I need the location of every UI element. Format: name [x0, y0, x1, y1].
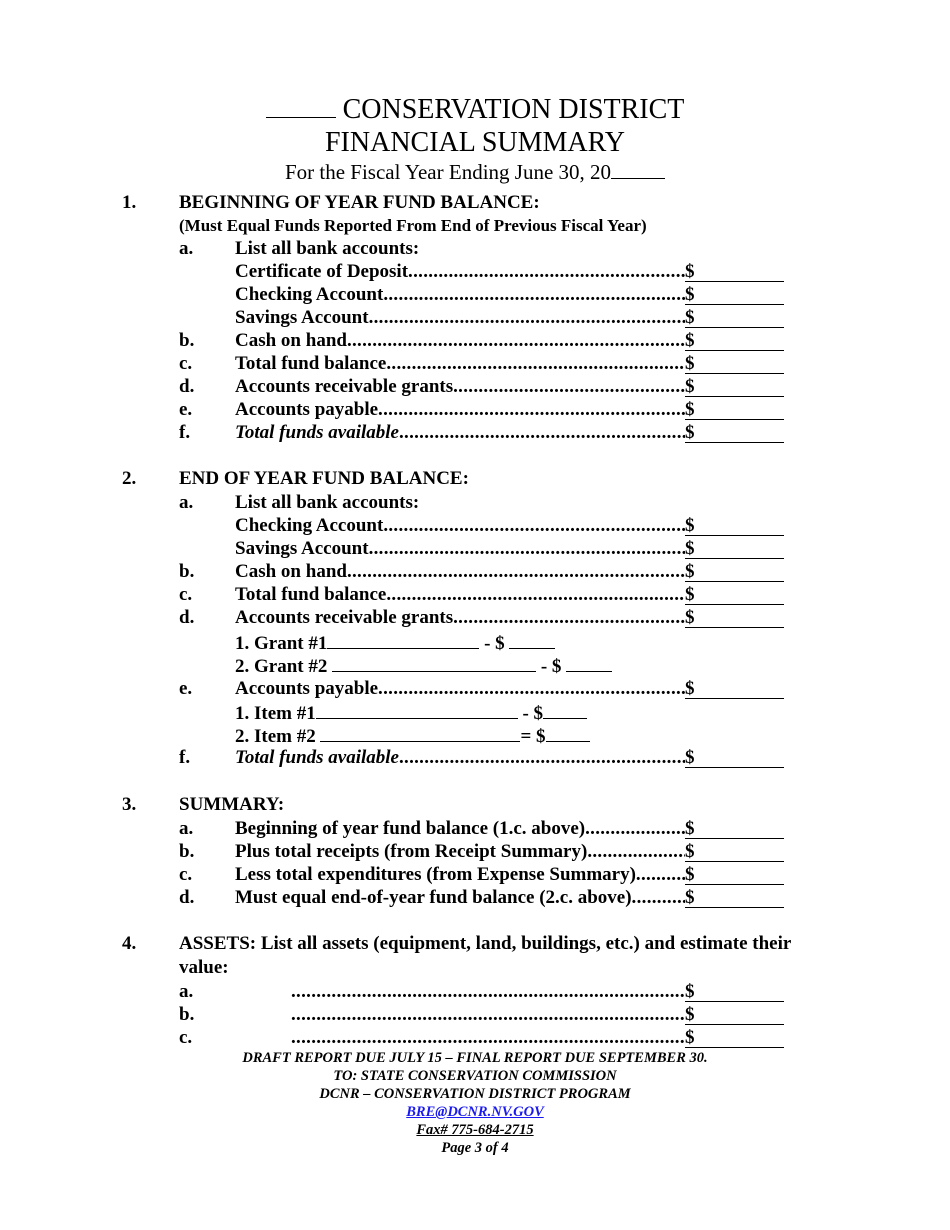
- s2-total-fund-balance-row: c. Total fund balance ..... $: [0, 583, 950, 606]
- footer-recipient: TO: STATE CONSERVATION COMMISSION: [333, 1068, 617, 1084]
- footer-fax: Fax# 775-684-2715: [416, 1122, 534, 1138]
- asset-description-field[interactable]: [291, 980, 685, 1003]
- s1-cash-on-hand-row: b. Cash on hand ..... $: [0, 329, 950, 352]
- s1-total-fund-balance-row: c. Total fund balance ..... $: [0, 352, 950, 375]
- s1-savings-account-row: Savings Account ..... $: [0, 306, 950, 329]
- section-note: (Must Equal Funds Reported From End of Previous Fiscal Year): [179, 216, 647, 235]
- amount-field[interactable]: $: [685, 514, 784, 536]
- amount-field[interactable]: $: [685, 375, 784, 397]
- s2-cash-on-hand-row: b. Cash on hand ..... $: [0, 560, 950, 583]
- section-2-heading: [0, 467, 950, 490]
- s2-total-funds-available-row: f. Total funds available ..... $: [0, 746, 950, 769]
- grant-1-amount-field[interactable]: [509, 630, 555, 649]
- amount-field[interactable]: $: [685, 329, 784, 351]
- amount-field[interactable]: $: [685, 1003, 784, 1025]
- s1-accounts-payable-row: e. Accounts payable ..... $: [0, 398, 950, 421]
- section-4-heading: [0, 932, 950, 955]
- section-number: 4.: [122, 933, 137, 954]
- s2-savings-account-row: Savings Account ..... $: [0, 537, 950, 560]
- grant-2-amount-field[interactable]: [566, 653, 612, 672]
- amount-field[interactable]: $: [685, 980, 784, 1002]
- section-title: SUMMARY:: [179, 794, 285, 815]
- amount-field[interactable]: $: [685, 260, 784, 282]
- fiscal-year-blank[interactable]: [611, 159, 665, 179]
- s2-grant-1-row: 1. Grant #1 - $: [0, 630, 950, 653]
- s4-asset-b-row: b. ..... $: [0, 1003, 950, 1026]
- s2-item-2-row: 2. Item #2 = $: [0, 723, 950, 746]
- district-name-blank[interactable]: [266, 92, 336, 118]
- amount-field[interactable]: $: [685, 606, 784, 628]
- amount-field[interactable]: $: [685, 1026, 784, 1048]
- s1-accounts-receivable-row: d. Accounts receivable grants ..... $: [0, 375, 950, 398]
- section-4-heading-continued: value:: [179, 957, 229, 978]
- document-header: [0, 92, 950, 185]
- item-1-amount-field[interactable]: [543, 700, 587, 719]
- asset-description-field[interactable]: [291, 1026, 685, 1049]
- amount-field[interactable]: $: [685, 817, 784, 839]
- amount-field[interactable]: $: [685, 283, 784, 305]
- s4-asset-a-row: a. ..... $: [0, 980, 950, 1003]
- asset-description-field[interactable]: [291, 1003, 685, 1026]
- section-title: ASSETS: List all assets (equipment, land, buildings, etc.) and estimate their: [179, 933, 792, 954]
- s3-end-balance-row: d. Must equal end-of-year fund balance (2.c. above) ..... $: [0, 886, 950, 909]
- item-2-amount-field[interactable]: [546, 723, 590, 742]
- item-1-name-field[interactable]: [316, 700, 518, 719]
- s3-total-receipts-row: b. Plus total receipts (from Receipt Summary) ..... $: [0, 840, 950, 863]
- amount-field[interactable]: $: [685, 840, 784, 862]
- s3-total-expenditures-row: c. Less total expenditures (from Expense Summary) ..... $: [0, 863, 950, 886]
- amount-field[interactable]: $: [685, 863, 784, 885]
- section-3-heading: [0, 793, 950, 816]
- grant-1-name-field[interactable]: [327, 630, 479, 649]
- amount-field[interactable]: $: [685, 583, 784, 605]
- header-title-line-1: CONSERVATION DISTRICT: [0, 92, 950, 126]
- header-title-line-2: FINANCIAL SUMMARY: [324, 127, 625, 159]
- s2-accounts-receivable-row: d. Accounts receivable grants ..... $: [0, 606, 950, 629]
- s2-checking-account-row: Checking Account ..... $: [0, 514, 950, 537]
- s2-item-a: a. List all bank accounts:: [179, 492, 420, 513]
- s3-beginning-balance-row: a. Beginning of year fund balance (1.c. above) ..... $: [0, 817, 950, 840]
- amount-field[interactable]: $: [685, 537, 784, 559]
- footer-page-number: Page 3 of 4: [441, 1140, 509, 1156]
- section-title: BEGINNING OF YEAR FUND BALANCE:: [179, 192, 540, 213]
- s2-accounts-payable-row: e. Accounts payable ..... $: [0, 677, 950, 700]
- amount-field[interactable]: $: [685, 352, 784, 374]
- amount-field[interactable]: $: [685, 746, 784, 768]
- amount-field[interactable]: $: [685, 421, 784, 443]
- header-fiscal-year-line: For the Fiscal Year Ending June 30, 20: [0, 159, 950, 185]
- footer-program: DCNR – CONSERVATION DISTRICT PROGRAM: [319, 1086, 631, 1102]
- section-1-note: [0, 214, 950, 237]
- section-title: END OF YEAR FUND BALANCE:: [179, 468, 469, 489]
- s1-certificate-of-deposit-row: Certificate of Deposit ..... $: [0, 260, 950, 283]
- s1-item-a: a. List all bank accounts:: [179, 238, 420, 259]
- section-number: 3.: [122, 794, 137, 815]
- grant-2-name-field[interactable]: [332, 653, 536, 672]
- s4-asset-c-row: c. ..... $: [0, 1026, 950, 1049]
- footer-due-dates: DRAFT REPORT DUE JULY 15 – FINAL REPORT DUE SEPTEMBER 30.: [242, 1050, 708, 1066]
- document-footer: [0, 1049, 950, 1157]
- amount-field[interactable]: $: [685, 886, 784, 908]
- amount-field[interactable]: $: [685, 677, 784, 699]
- amount-field[interactable]: $: [685, 398, 784, 420]
- s2-item-1-row: 1. Item #1 - $: [0, 700, 950, 723]
- section-number: 2.: [122, 468, 137, 489]
- s1-checking-account-row: Checking Account ..... $: [0, 283, 950, 306]
- amount-field[interactable]: $: [685, 306, 784, 328]
- section-1-heading: [0, 191, 950, 214]
- section-number: 1.: [122, 192, 137, 213]
- amount-field[interactable]: $: [685, 560, 784, 582]
- footer-email-link[interactable]: BRE@DCNR.NV.GOV: [406, 1104, 544, 1120]
- s2-grant-2-row: 2. Grant #2 - $: [0, 653, 950, 676]
- item-2-name-field[interactable]: [320, 723, 520, 742]
- s1-total-funds-available-row: f. Total funds available ..... $: [0, 421, 950, 444]
